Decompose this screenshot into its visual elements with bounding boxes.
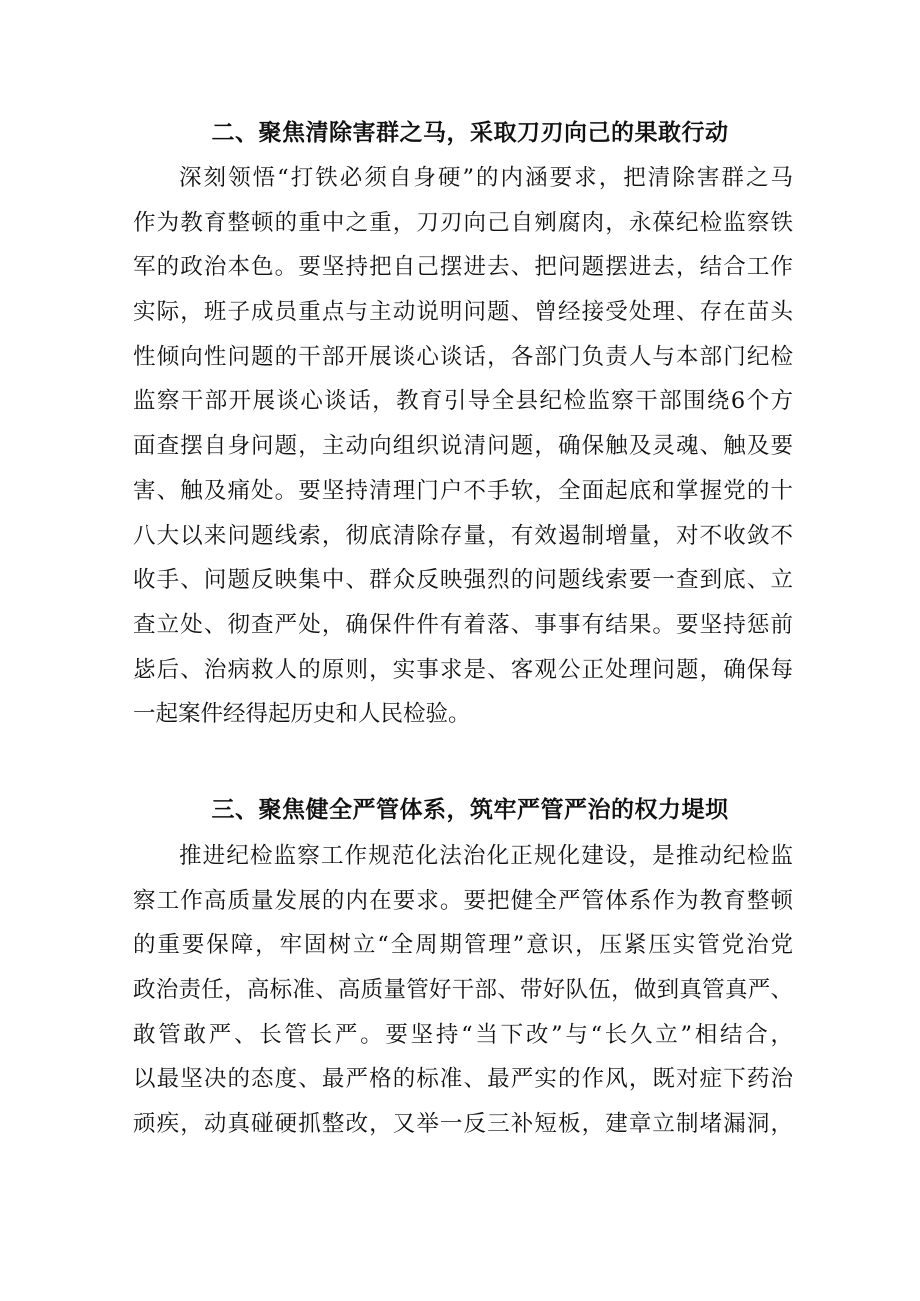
text-line: 实际，班子成员重点与主动说明问题、曾经接受处理、存在苗头 (133, 299, 793, 326)
text-line: 顽疾，动真碰硬抓整改，又举一反三补短板，建章立制堵漏洞， (133, 1111, 793, 1138)
text-line: 害、触及痛处。要坚持清理门户不手软，全面起底和掌握党的十 (133, 477, 793, 504)
text-line: 作为教育整顿的重中之重，刀刃向己自剜腐肉，永葆纪检监察铁 (133, 209, 793, 236)
text-line: 收手、问题反映集中、群众反映强烈的问题线索要一查到底、立 (133, 567, 793, 594)
section-3-paragraph (133, 834, 793, 1147)
section-3-heading: 三、聚焦健全严管体系，筑牢严管严治的权力堤坝 (211, 797, 729, 823)
text-line: 面查摆自身问题，主动向组织说清问题，确保触及灵魂、触及要 (133, 433, 793, 460)
text-line: 的重要保障，牢固树立“全周期管理”意识，压紧压实管党治党 (133, 932, 793, 959)
text-line: 一起案件经得起历史和人民检验。 (133, 701, 471, 728)
text-line: 毖后、治病救人的原则，实事求是、客观公正处理问题，确保每 (133, 656, 793, 683)
text-line: 监察干部开展谈心谈话，教育引导全县纪检监察干部围绕6个方 (133, 388, 793, 415)
text-line: 深刻领悟“打铁必须自身硬”的内涵要求，把清除害群之马 (179, 165, 793, 191)
text-line: 性倾向性问题的干部开展谈心谈话，各部门负责人与本部门纪检 (133, 343, 793, 370)
text-line: 八大以来问题线索，彻底清除存量，有效遏制增量，对不收敛不 (133, 522, 793, 549)
text-line: 军的政治本色。要坚持把自己摆进去、把问题摆进去，结合工作 (133, 254, 793, 281)
text-line: 查立处、彻查严处，确保件件有着落、事事有结果。要坚持惩前 (133, 611, 793, 638)
section-2-paragraph (133, 156, 793, 737)
text-line: 推进纪检监察工作规范化法治化正规化建设，是推动纪检监 (179, 843, 793, 869)
text-line: 政治责任，高标准、高质量管好干部、带好队伍，做到真管真严、 (133, 977, 793, 1004)
text-line: 察工作高质量发展的内在要求。要把健全严管体系作为教育整顿 (133, 887, 793, 914)
text-line: 敢管敢严、长管长严。要坚持“当下改”与“长久立”相结合， (133, 1021, 793, 1048)
section-2-heading: 二、聚焦清除害群之马，采取刀刃向己的果敢行动 (211, 120, 729, 146)
text-line: 以最坚决的态度、最严格的标准、最严实的作风，既对症下药治 (133, 1066, 793, 1093)
